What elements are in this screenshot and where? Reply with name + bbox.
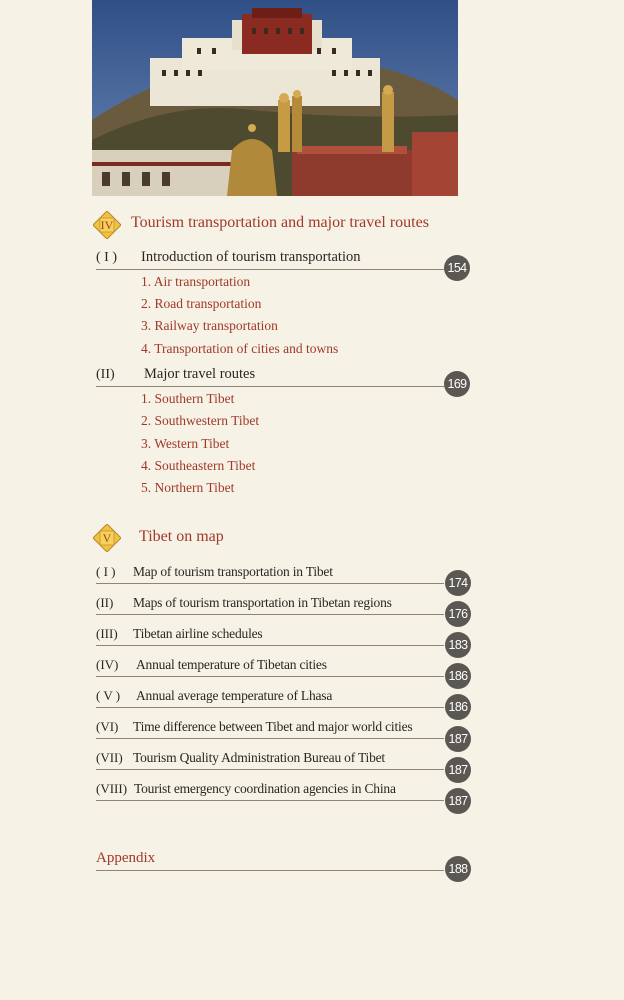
page-number-badge: 188 <box>445 856 471 882</box>
entry-number: (III) <box>96 626 118 641</box>
potala-palace-photo <box>92 0 458 196</box>
entry-label: Tourism Quality Administration Bureau of Tibet <box>133 750 385 765</box>
subsection-item[interactable]: 1. Air transportation <box>141 274 251 289</box>
entry-label: Major travel routes <box>144 366 256 382</box>
entry-number: ( I ) <box>96 564 116 579</box>
toc-entry[interactable] <box>96 593 444 615</box>
subsection-item[interactable]: 2. Southwestern Tibet <box>141 413 260 428</box>
toc-entry[interactable] <box>96 624 444 646</box>
entry-number: (VIII) <box>96 781 128 796</box>
appendix-label: Appendix <box>96 850 156 866</box>
entry-label: Introduction of tourism transportation <box>141 249 361 265</box>
toc-entry[interactable] <box>96 244 444 270</box>
entry-number: (II) <box>96 595 114 610</box>
page-number-badge: 187 <box>445 726 471 752</box>
section-v-badge <box>93 524 121 552</box>
entry-label: Map of tourism transportation in Tibet <box>133 564 333 579</box>
page-number-badge: 183 <box>445 632 471 658</box>
section-iv-badge <box>93 211 121 239</box>
entry-number: ( V ) <box>96 688 121 703</box>
page-number-badge: 186 <box>445 694 471 720</box>
subsection-item[interactable]: 4. Transportation of cities and towns <box>141 341 339 356</box>
entry-label: Tibetan airline schedules <box>133 626 263 641</box>
entry-label: Tourist emergency coordination agencies in China <box>134 781 396 796</box>
toc-entry[interactable] <box>96 562 444 584</box>
page-number-badge: 169 <box>444 371 470 397</box>
toc-entry[interactable] <box>96 655 444 677</box>
entry-number: (IV) <box>96 657 119 672</box>
entry-label: Time difference between Tibet and major world cities <box>133 719 413 734</box>
page-number-badge: 187 <box>445 757 471 783</box>
subsection-item[interactable]: 3. Western Tibet <box>141 436 230 451</box>
page-number-badge: 186 <box>445 663 471 689</box>
subsection-item[interactable]: 1. Southern Tibet <box>141 391 235 406</box>
subsection-item[interactable]: 5. Northern Tibet <box>141 480 235 495</box>
toc-entry[interactable] <box>96 686 444 708</box>
toc-entry[interactable] <box>96 779 444 801</box>
page-number-badge: 176 <box>445 601 471 627</box>
page-number-badge: 174 <box>445 570 471 596</box>
entry-label: Annual average temperature of Lhasa <box>136 688 333 703</box>
entry-number: (VII) <box>96 750 123 765</box>
toc-entry[interactable] <box>96 748 444 770</box>
entry-label: Annual temperature of Tibetan cities <box>136 657 327 672</box>
page-number-badge: 187 <box>445 788 471 814</box>
subsection-item[interactable]: 3. Railway transportation <box>141 318 278 333</box>
entry-label: Maps of tourism transportation in Tibetan regions <box>133 595 392 610</box>
section-iv-title: Tourism transportation and major travel routes <box>131 214 429 231</box>
section-v-number: V <box>102 531 112 545</box>
toc-entry-appendix[interactable] <box>96 844 444 871</box>
toc-entry[interactable] <box>96 362 444 387</box>
entry-number: ( I ) <box>96 250 117 265</box>
page-number-badge: 154 <box>444 255 470 281</box>
subsection-item[interactable]: 4. Southeastern Tibet <box>141 458 256 473</box>
toc-entry[interactable] <box>96 717 444 739</box>
entry-number: (II) <box>96 367 115 382</box>
entry-number: (VI) <box>96 719 119 734</box>
subsection-item[interactable]: 2. Road transportation <box>141 296 262 311</box>
section-iv-number: IV <box>100 218 114 232</box>
section-v-title: Tibet on map <box>139 528 224 545</box>
